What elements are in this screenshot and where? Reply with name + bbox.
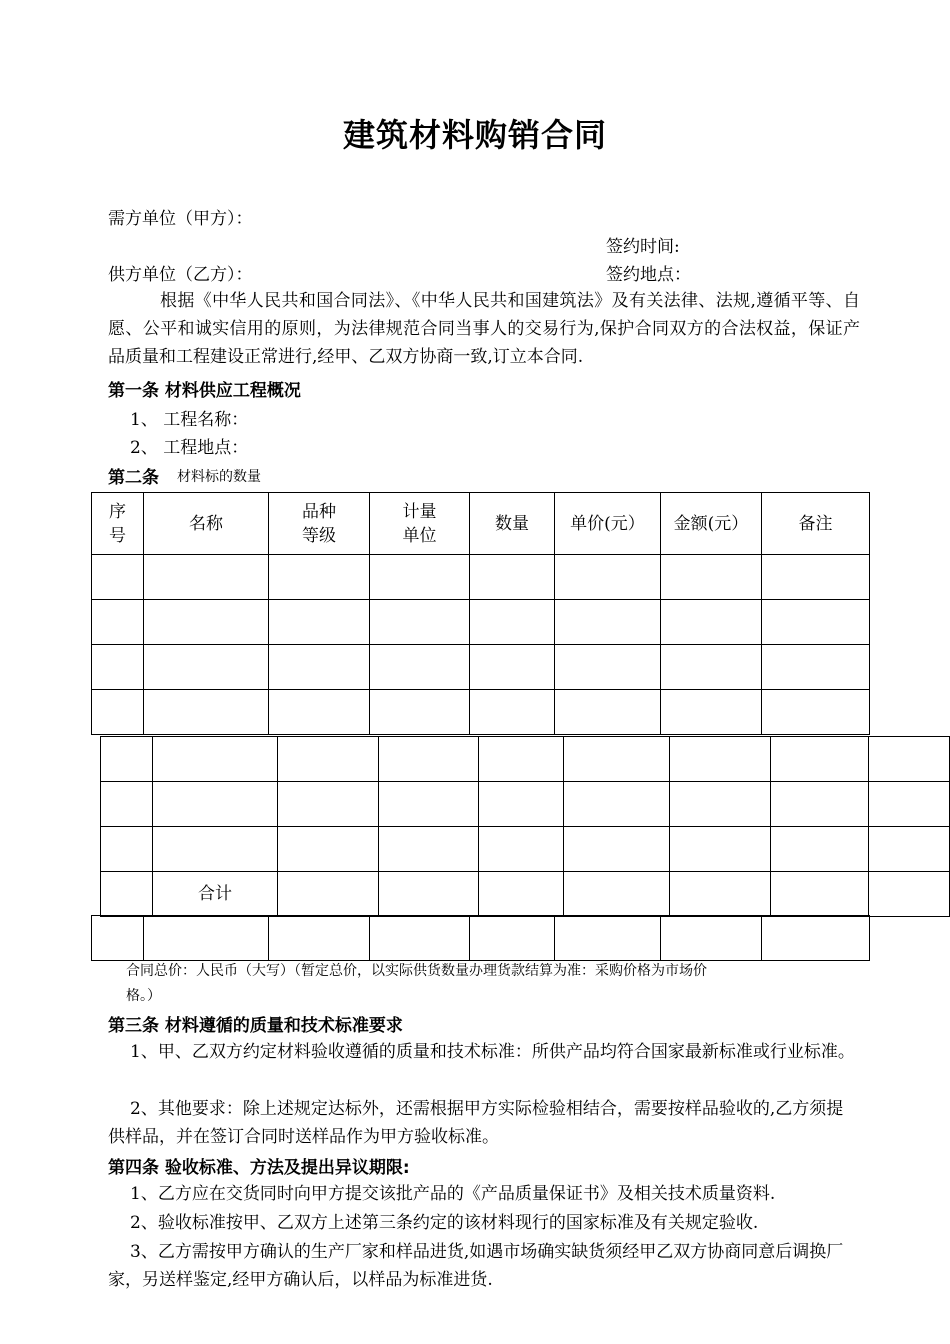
article2-subheading: 材料标的数量	[177, 469, 261, 485]
article1-heading: 第一条 材料供应工程概况	[108, 381, 301, 401]
article4-paragraph-3: 3、乙方需按甲方确认的生产厂家和样品进货,如遇市场确实缺货须经甲乙双方协商同意后调换厂家，另送样鉴定,经甲方确认后，以样品为标准进货.	[108, 1242, 844, 1290]
article3-paragraph-1: 1、甲、乙双方约定材料验收遵循的质量和技术标准：所供产品均符合国家最新标准或行业标准。	[130, 1042, 855, 1062]
total-price-note-cont: 格。）	[126, 988, 161, 1004]
intro-paragraph: 根据《中华人民共和国合同法》、《中华人民共和国建筑法》及有关法律、法规,遵循平等、自愿、公平和诚实信用的原则，为法律规范合同当事人的交易行为,保护合同双方的合法权益，保证产品质量和工程建设正常进行,经甲、乙双方协商一致,订立本合同.	[108, 291, 860, 367]
header-qty: 数量	[470, 493, 555, 555]
table-row	[101, 737, 950, 782]
article1-item-1: 1、 工程名称：	[130, 410, 249, 430]
table-row	[101, 782, 950, 827]
header-variety: 品种 等级	[269, 493, 370, 555]
table-row	[92, 916, 870, 961]
article4-paragraph-2: 2、验收标准按甲、乙双方上述第三条约定的该材料现行的国家标准及有关规定验收.	[130, 1213, 759, 1233]
table-row	[92, 690, 870, 735]
table-row	[92, 555, 870, 600]
header-price: 单价(元）	[555, 493, 661, 555]
article2-heading: 第二条	[108, 468, 159, 488]
total-price-note: 合同总价：人民币（大写）（暂定总价，以实际供货数量办理货款结算为准：采购价格为市场价	[126, 963, 707, 979]
sign-time-label: 签约时间:	[606, 237, 680, 257]
materials-table-bottom	[91, 915, 870, 961]
table-header-row	[92, 493, 870, 555]
total-label: 合计	[153, 872, 278, 917]
header-name: 名称	[144, 493, 269, 555]
article4-heading: 第四条 验收标准、方法及提出异议期限:	[108, 1158, 410, 1178]
supplier-label: 供方单位（乙方）：	[108, 265, 253, 285]
header-seq: 序 号	[92, 493, 144, 555]
table-row	[92, 645, 870, 690]
header-remark: 备注	[762, 493, 870, 555]
document-title: 建筑材料购销合同	[342, 116, 607, 154]
header-unit: 计量 单位	[370, 493, 470, 555]
article4-paragraph-1: 1、乙方应在交货同时向甲方提交该批产品的《产品质量保证书》及相关技术质量资料.	[130, 1184, 776, 1204]
table-total-row	[101, 872, 950, 917]
header-amount: 金额(元）	[661, 493, 762, 555]
sign-place-label: 签约地点：	[606, 265, 691, 285]
article1-item-2: 2、 工程地点：	[130, 438, 249, 458]
article3-paragraph-2: 2、其他要求：除上述规定达标外，还需根据甲方实际检验相结合，需要按样品验收的,乙方须提供样品，并在签订合同时送样品作为甲方验收标准。	[108, 1099, 844, 1147]
table-row	[92, 600, 870, 645]
buyer-label: 需方单位（甲方）：	[108, 209, 253, 229]
table-row	[101, 827, 950, 872]
materials-table-top	[91, 492, 870, 735]
article3-heading: 第三条 材料遵循的质量和技术标准要求	[108, 1016, 403, 1036]
materials-table-middle	[100, 736, 950, 917]
